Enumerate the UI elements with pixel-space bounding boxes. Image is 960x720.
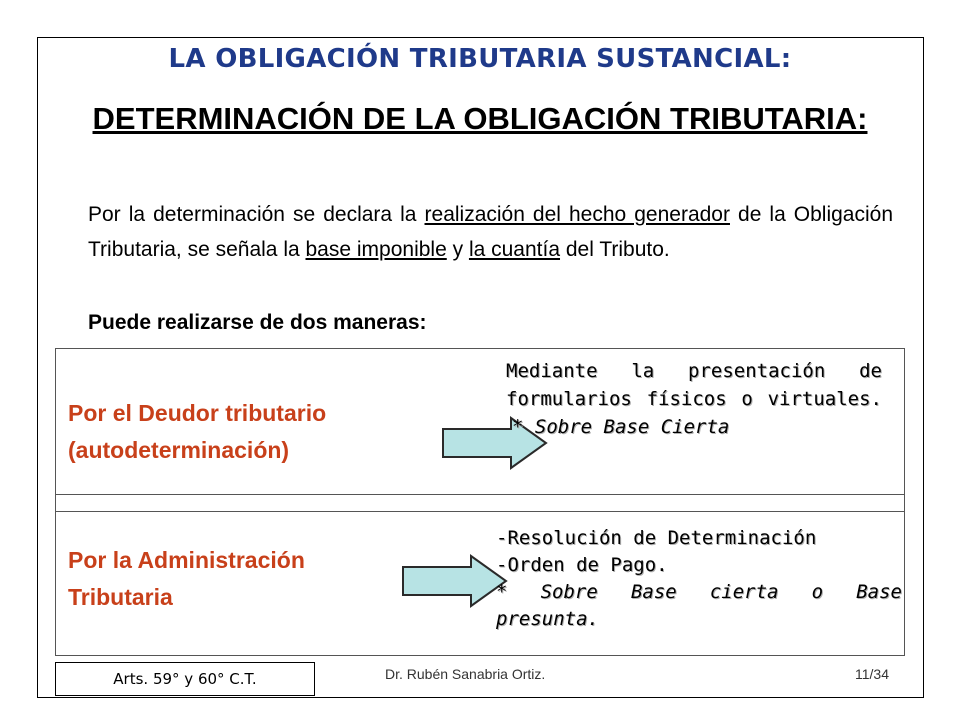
method-label-line: Tributaria xyxy=(68,584,173,610)
paragraph-text-2: de la Obligación Tributaria, se señala la xyxy=(88,203,894,261)
definition-paragraph xyxy=(88,197,893,267)
method-label-line: Por el Deudor tributario xyxy=(68,400,327,426)
method-label-line: (autodeterminación) xyxy=(68,437,290,463)
paragraph-text-4: del Tributo. xyxy=(560,238,670,261)
method-basis-note: * Sobre Base cierta o Base presunta. xyxy=(496,581,902,630)
page-number: 11/34 xyxy=(855,666,889,682)
footer-author: Dr. Rubén Sanabria Ortiz. xyxy=(385,666,546,682)
method-description-administration xyxy=(496,525,902,633)
paragraph-underlined-1: realización del hecho generador xyxy=(424,203,730,226)
method-description-line: -Resolución de Determinación xyxy=(496,527,817,549)
methods-table xyxy=(55,348,905,656)
method-label-taxpayer xyxy=(68,395,326,469)
method-basis-note: * Sobre Base Cierta xyxy=(512,416,730,438)
legal-reference: Arts. 59° y 60° C.T. xyxy=(55,662,315,696)
lead-text: Puede realizarse de dos maneras: xyxy=(88,311,427,334)
paragraph-text-1: Por la determinación se declara la xyxy=(88,203,425,226)
method-description-taxpayer xyxy=(506,357,882,441)
method-label-administration xyxy=(68,542,305,616)
method-description-line: -Orden de Pago. xyxy=(496,554,668,576)
paragraph-text-3: y xyxy=(446,238,469,261)
row-divider-bottom xyxy=(56,511,904,512)
paragraph-underlined-3: la cuantía xyxy=(468,238,561,261)
slide-heading: LA OBLIGACIÓN TRIBUTARIA SUSTANCIAL: xyxy=(168,44,792,74)
method-label-line: Por la Administración xyxy=(68,547,305,573)
method-description-text: Mediante la presentación de formularios físicos o virtuales. xyxy=(506,360,882,410)
slide-subheading: DETERMINACIÓN DE LA OBLIGACIÓN TRIBUTARIA: xyxy=(92,101,868,136)
paragraph-underlined-2: base imponible xyxy=(305,238,447,261)
arrow-right-icon xyxy=(401,554,511,608)
row-divider-top xyxy=(56,494,904,495)
